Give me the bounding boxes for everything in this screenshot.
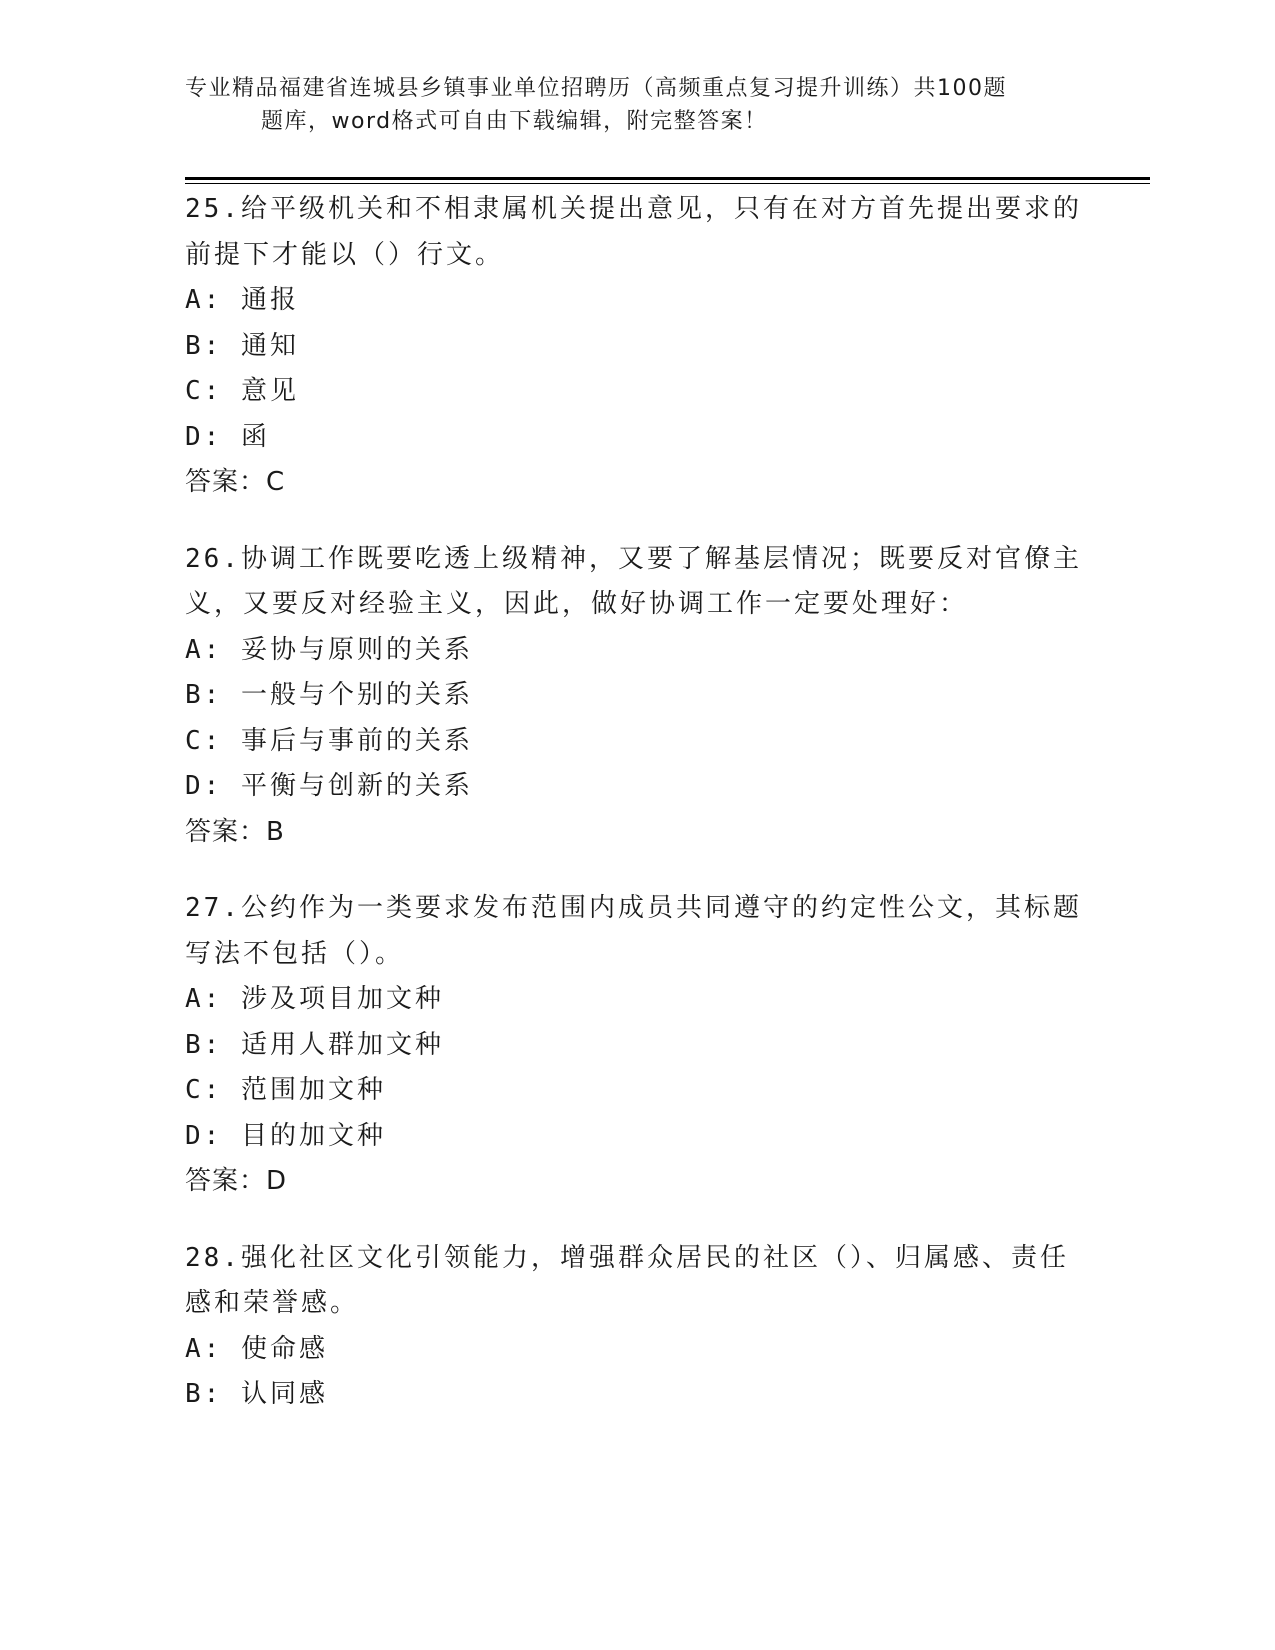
question-text: 28.强化社区文化引领能力，增强群众居民的社区（）、归属感、责任感和荣誉感。 [185, 1242, 1069, 1318]
header-divider-thick [185, 177, 1150, 180]
option-a: A: 妥协与原则的关系 [185, 634, 473, 665]
header-title-line1: 专业精品福建省连城县乡镇事业单位招聘历（高频重点复习提升训练）共100题 [185, 76, 1007, 101]
question-25 [185, 187, 1085, 506]
option-c: C: 事后与事前的关系 [185, 725, 473, 756]
option-b: B: 一般与个别的关系 [185, 680, 473, 710]
question-28 [185, 1236, 1085, 1418]
option-b: B: 适用人群加文种 [185, 1029, 444, 1060]
option-c: C: 意见 [185, 376, 299, 406]
answer-text: 答案：D [185, 1166, 288, 1196]
option-a: A: 使命感 [185, 1333, 328, 1364]
question-text: 26.协调工作既要吃透上级精神，又要了解基层情况；既要反对官僚主义，又要反对经验主义，因此，做好协调工作一定要处理好： [185, 543, 1082, 619]
answer-text: 答案：B [185, 816, 285, 847]
document-header [185, 72, 1065, 138]
option-d: D: 目的加文种 [185, 1120, 386, 1151]
question-27 [185, 886, 1085, 1205]
question-text: 25.给平级机关和不相隶属机关提出意见，只有在对方首先提出要求的前提下才能以（）行文。 [185, 194, 1082, 270]
option-a: A: 涉及项目加文种 [185, 984, 444, 1014]
option-c: C: 范围加文种 [185, 1075, 386, 1105]
option-d: D: 函 [185, 421, 270, 452]
question-list [185, 187, 1085, 1449]
option-d: D: 平衡与创新的关系 [185, 771, 473, 801]
option-a: A: 通报 [185, 285, 299, 315]
header-divider-thin [185, 183, 1150, 184]
option-b: B: 通知 [185, 330, 299, 361]
question-26 [185, 537, 1085, 856]
answer-text: 答案：C [185, 467, 286, 497]
option-b: B: 认同感 [185, 1379, 328, 1409]
question-text: 27.公约作为一类要求发布范围内成员共同遵守的约定性公文，其标题写法不包括（）。 [185, 893, 1082, 969]
header-title-line2: 题库，word格式可自由下载编辑，附完整答案！ [261, 109, 768, 134]
